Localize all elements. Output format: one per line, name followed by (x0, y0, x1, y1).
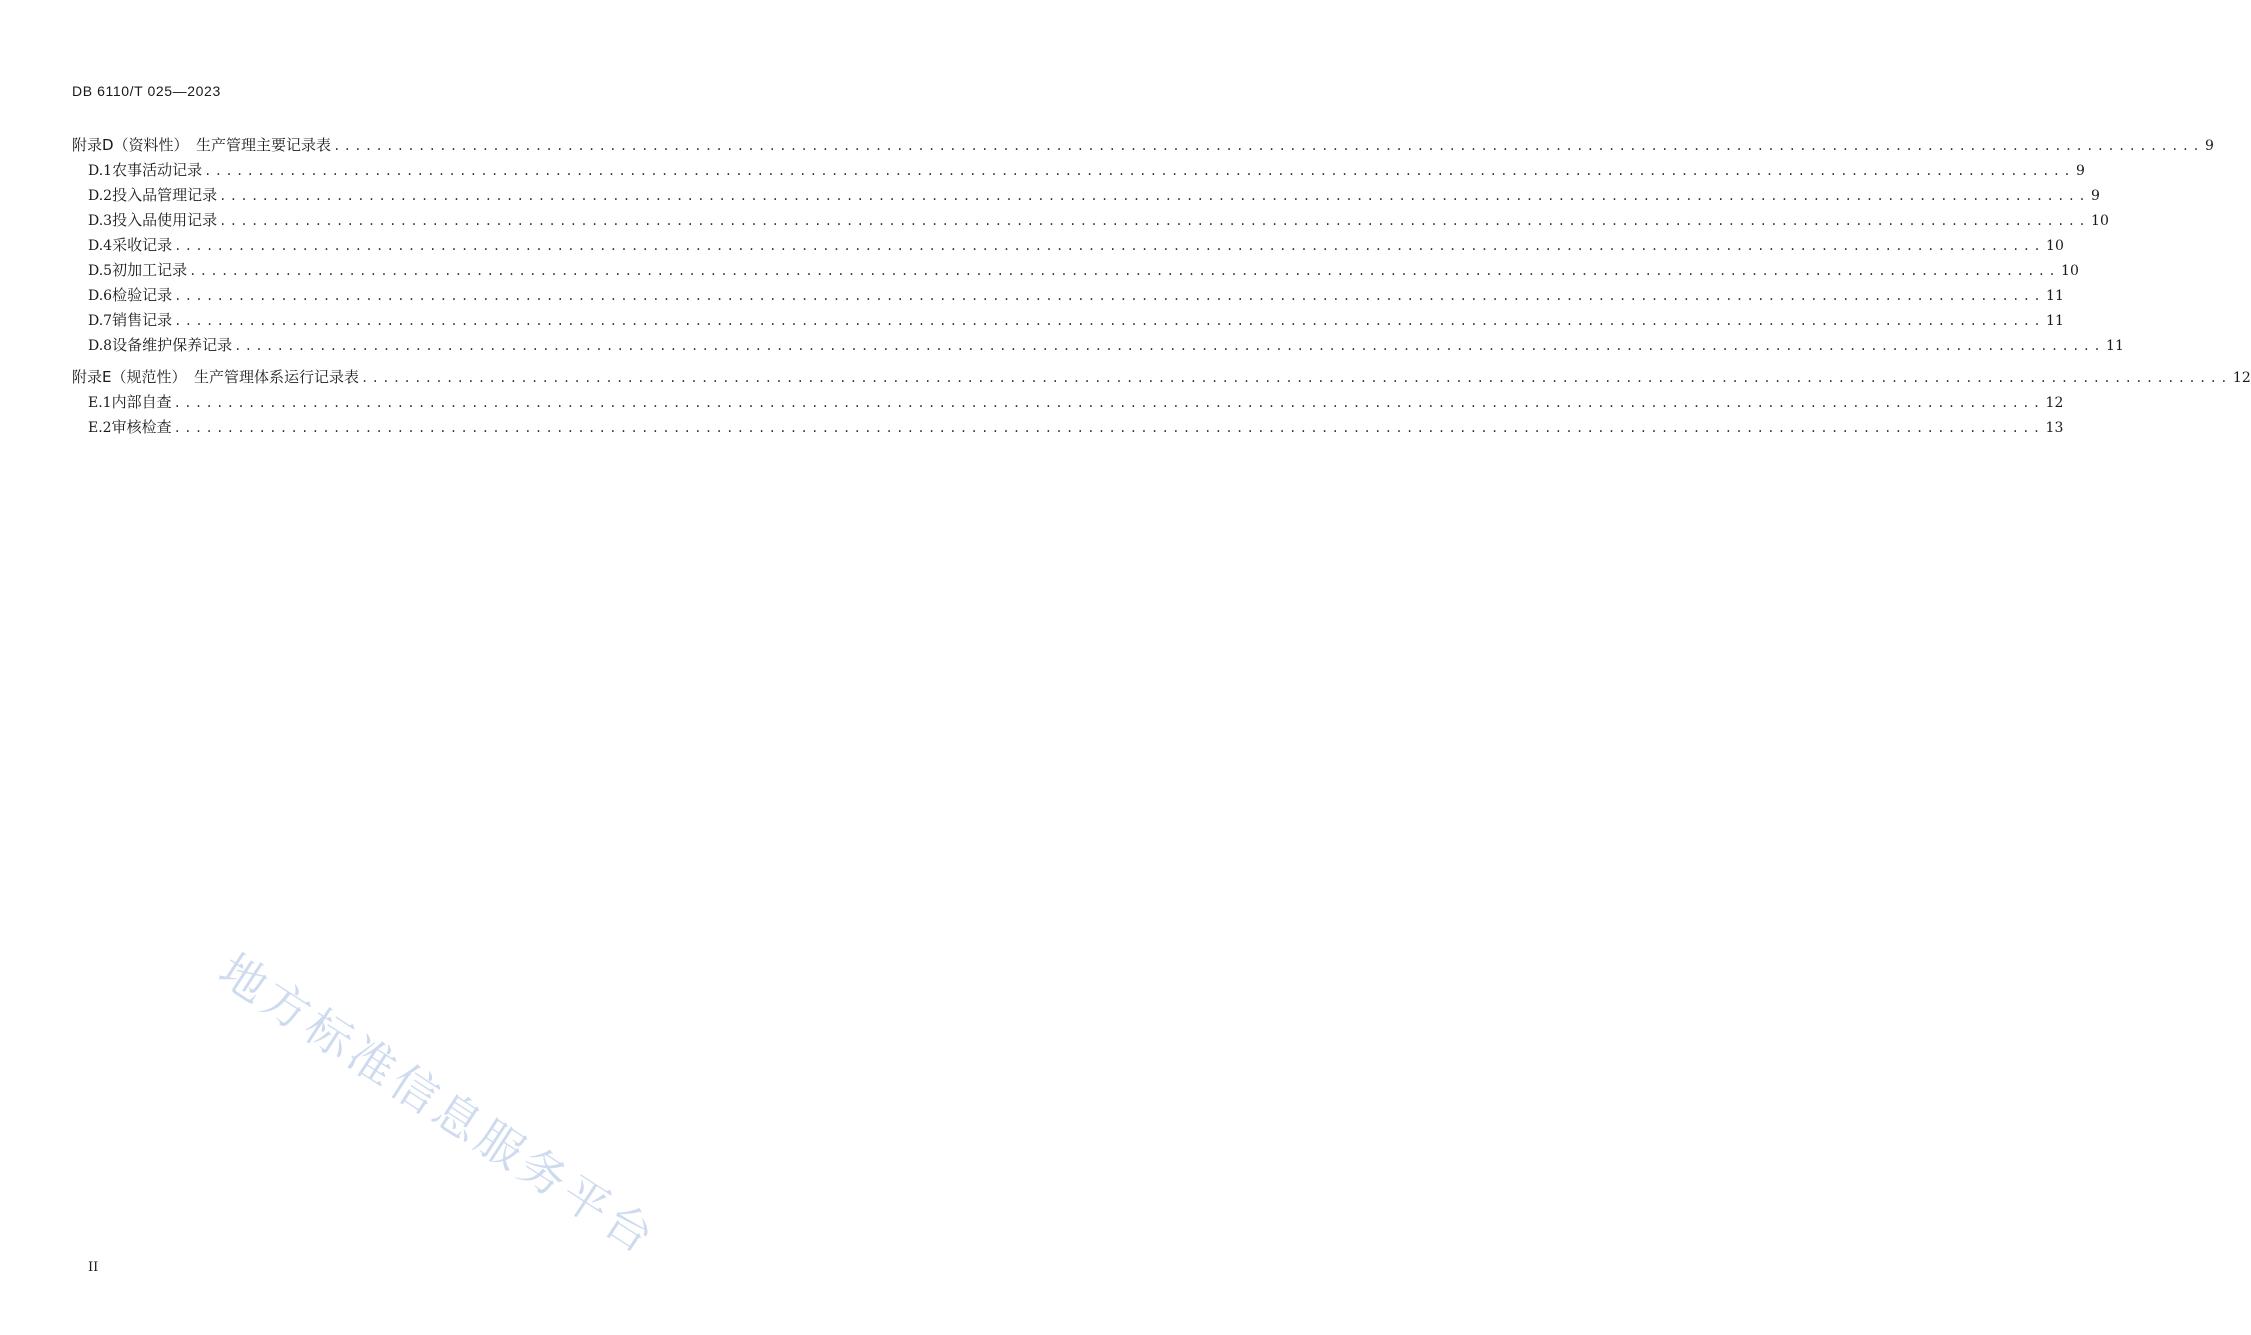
toc-entry-d1[interactable] (72, 158, 2085, 183)
toc-entry-appendix-e[interactable] (72, 365, 2251, 390)
toc-entry-label: 投入品使用记录 (112, 211, 218, 229)
toc-entry-number: D.3 (88, 213, 113, 229)
toc-entry-number: D.8 (88, 338, 113, 354)
toc-entry-number: E.1 (88, 395, 112, 411)
toc-entry-page: 10 (2061, 263, 2079, 279)
toc-dot-leader: ................................................................................................................................................................................ (234, 339, 2105, 353)
toc-entry-page: 12 (2232, 370, 2251, 386)
toc-entry-page: 11 (2106, 338, 2124, 354)
toc-dot-leader: ................................................................................................................................................................................ (173, 421, 2044, 435)
toc-entry-number: D.5 (88, 263, 113, 279)
watermark: 地方标准信息服务平台 (209, 942, 667, 1266)
toc-entry-label: 检验记录 (112, 286, 173, 304)
toc-entry-label: 附录E（规范性） 生产管理体系运行记录表 (72, 368, 359, 386)
toc-entry-page: 9 (2091, 188, 2100, 204)
toc-entry-d2[interactable] (72, 183, 2100, 208)
toc-entry-d3[interactable] (72, 208, 2109, 233)
toc-entry-label: 初加工记录 (112, 261, 188, 279)
toc-entry-e1[interactable] (72, 390, 2064, 415)
toc-dot-leader: ................................................................................................................................................................................ (204, 164, 2075, 178)
toc-entry-label: 采收记录 (112, 236, 173, 254)
toc-dot-leader: ................................................................................................................................................................................ (174, 239, 2045, 253)
page-number: II (88, 1260, 99, 1275)
document-code: DB 6110/T 025—2023 (72, 83, 221, 99)
toc-entry-label: 审核检查 (111, 418, 172, 436)
toc-entry-d7[interactable] (72, 308, 2064, 333)
toc-entry-label: 销售记录 (112, 311, 173, 329)
toc-entry-page: 10 (2046, 238, 2064, 254)
toc-entry-label: 内部自查 (111, 393, 172, 411)
toc-entry-e2[interactable] (72, 415, 2064, 440)
toc-entry-page: 9 (2076, 163, 2085, 179)
toc-entry-d6[interactable] (72, 283, 2064, 308)
toc-entry-d8[interactable] (72, 333, 2124, 358)
toc-entry-page: 13 (2045, 420, 2064, 436)
toc-entry-appendix-d[interactable] (72, 133, 2214, 158)
toc-entry-label: 附录D（资料性） 生产管理主要记录表 (72, 136, 332, 154)
toc-dot-leader: ................................................................................................................................................................................ (360, 371, 2231, 385)
toc-dot-leader: ................................................................................................................................................................................ (189, 264, 2060, 278)
toc-dot-leader: ................................................................................................................................................................................ (219, 189, 2090, 203)
toc-entry-d4[interactable] (72, 233, 2064, 258)
toc-entry-number: D.2 (88, 188, 113, 204)
toc-dot-leader: ................................................................................................................................................................................ (173, 396, 2044, 410)
toc-entry-number: D.7 (88, 313, 113, 329)
table-of-contents (72, 133, 2251, 440)
toc-entry-number: D.1 (88, 163, 113, 179)
toc-entry-page: 10 (2091, 213, 2109, 229)
toc-entry-label: 设备维护保养记录 (112, 336, 233, 354)
toc-entry-number: D.6 (88, 288, 113, 304)
toc-entry-page: 9 (2205, 138, 2214, 154)
toc-entry-number: D.4 (88, 238, 113, 254)
toc-entry-page: 11 (2046, 288, 2064, 304)
toc-entry-label: 投入品管理记录 (112, 186, 218, 204)
toc-entry-label: 农事活动记录 (112, 161, 203, 179)
toc-entry-page: 11 (2046, 313, 2064, 329)
toc-dot-leader: ................................................................................................................................................................................ (174, 289, 2045, 303)
toc-entry-number: E.2 (88, 420, 112, 436)
toc-entry-d5[interactable] (72, 258, 2079, 283)
toc-entry-page: 12 (2045, 395, 2064, 411)
toc-dot-leader: ................................................................................................................................................................................ (219, 214, 2090, 228)
toc-dot-leader: ................................................................................................................................................................................ (333, 139, 2203, 153)
toc-dot-leader: ................................................................................................................................................................................ (174, 314, 2045, 328)
